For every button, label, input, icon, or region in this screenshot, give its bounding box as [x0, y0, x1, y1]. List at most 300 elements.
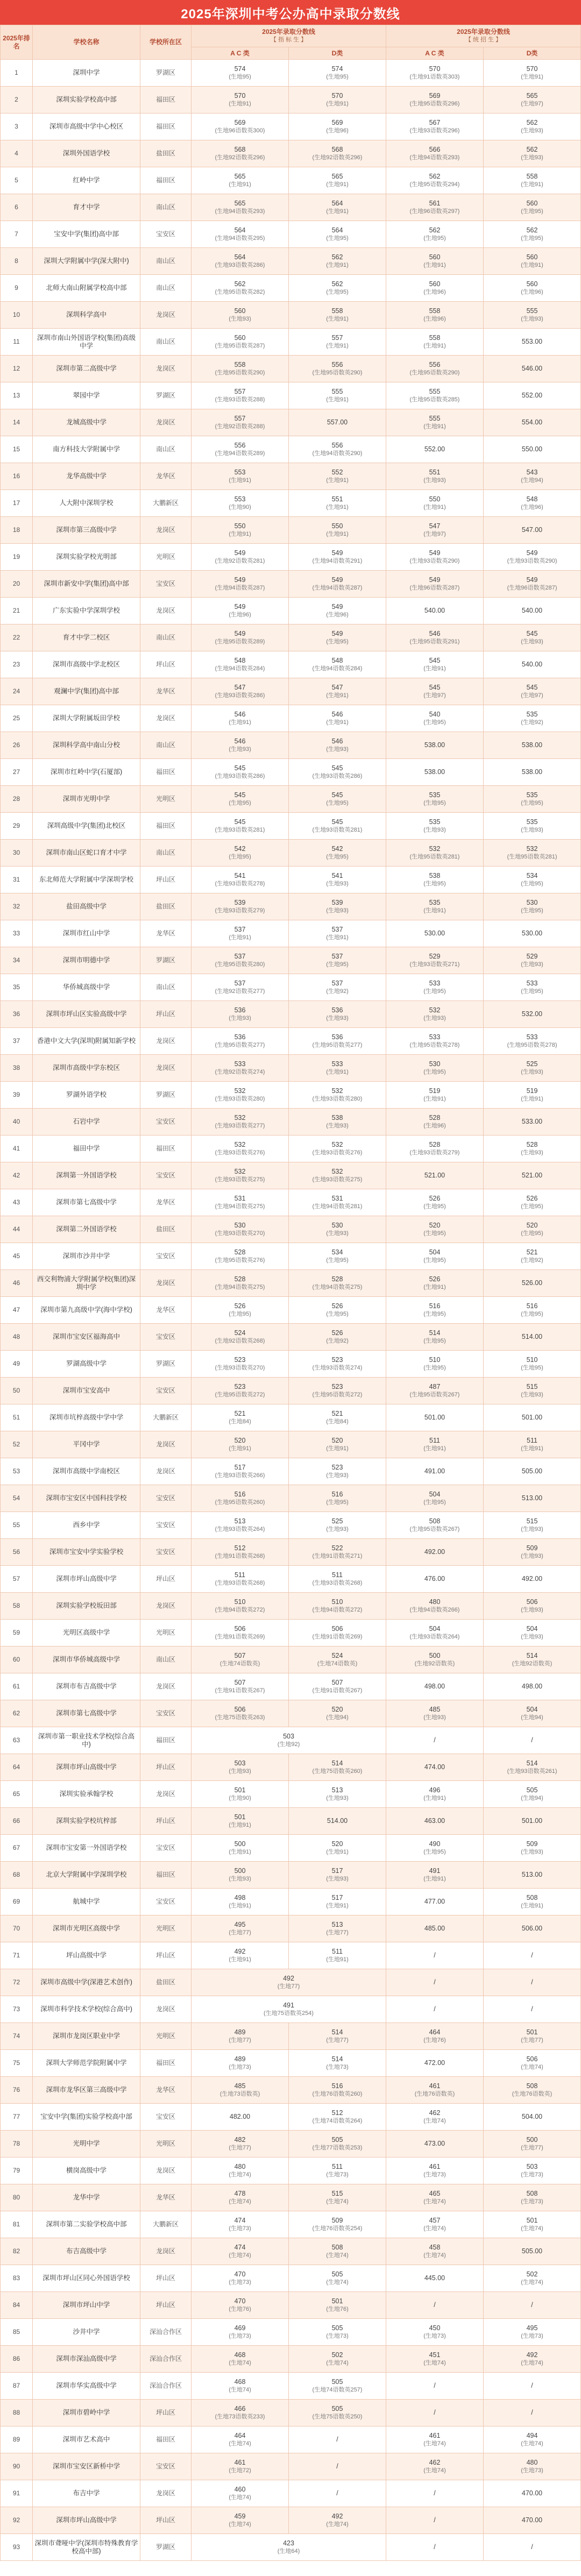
unified-ac-cell-value: /	[434, 2382, 436, 2389]
district-cell: 宝安区	[140, 221, 192, 248]
quota-ac-cell	[192, 1324, 289, 1351]
quota-ac-cell-note: (生地96语数英300)	[215, 127, 265, 134]
district-cell: 南山区	[140, 974, 192, 1001]
unified-ac-cell	[386, 786, 484, 813]
unified-ac-cell-value: 461	[429, 2082, 441, 2090]
unified-d-cell	[484, 1001, 581, 1028]
unified-d-cell-value: 495	[526, 2324, 538, 2332]
unified-ac-cell-value: 533	[429, 979, 441, 987]
quota-ac-cell	[192, 1485, 289, 1512]
table-row	[1, 1297, 581, 1324]
quota-d-cell-value: 542	[331, 845, 343, 853]
district-cell: 罗湖区	[140, 382, 192, 409]
district-cell: 罗湖区	[140, 1351, 192, 1378]
unified-ac-cell	[386, 1593, 484, 1620]
unified-d-cell	[484, 544, 581, 571]
rank-cell: 4	[1, 140, 33, 167]
unified-d-cell-note: (生地76语数英)	[512, 2090, 552, 2097]
table-row	[1, 1458, 581, 1485]
school-name-cell: 深圳市第九高级中学(海中学校)	[33, 1297, 140, 1324]
school-name-cell: 深圳外国语学校	[33, 140, 140, 167]
district-cell: 龙岗区	[140, 2158, 192, 2184]
unified-d-cell-value: 506	[526, 2055, 538, 2063]
unified-d-cell-note: (生地93)	[521, 1525, 543, 1532]
quota-ac-cell	[192, 1297, 289, 1324]
unified-d-cell	[484, 732, 581, 759]
unified-d-cell	[484, 1055, 581, 1082]
quota-d-cell	[289, 1136, 386, 1162]
district-cell: 南山区	[140, 625, 192, 651]
unified-ac-cell	[386, 651, 484, 678]
district-cell: 南山区	[140, 248, 192, 275]
unified-ac-cell-value: 450	[429, 2324, 441, 2332]
district-cell: 南山区	[140, 329, 192, 356]
quota-d-cell-value: 511	[332, 1947, 343, 1955]
quota-ac-cell-note: (生地91)	[229, 1445, 251, 1452]
quota-d-cell	[289, 1835, 386, 1862]
unified-d-cell-value: 562	[526, 145, 538, 153]
unified-d-cell-value: 513.00	[521, 1494, 543, 1502]
unified-ac-cell-note: (生地95语数英285)	[409, 396, 460, 403]
unified-ac-cell-note: (生地91语数英303)	[409, 73, 460, 80]
quota-d-cell-note: (生地73)	[326, 2063, 349, 2070]
quota-ac-cell-note: (生地74)	[229, 2359, 251, 2366]
unified-ac-cell-value: 520	[429, 1221, 441, 1229]
unified-d-cell	[484, 1324, 581, 1351]
quota-ac-cell-note: (生地95语数英280)	[215, 961, 265, 968]
unified-ac-cell-note: (生地91)	[423, 1283, 446, 1290]
quota-d-cell-note: (生地96)	[326, 127, 349, 134]
quota-ac-cell-value: 482	[234, 2135, 246, 2144]
school-name-cell: 深圳实验学校坑梓部	[33, 1808, 140, 1835]
quota-d-cell	[289, 1189, 386, 1216]
school-name-cell: 深圳市高级中学南校区	[33, 1458, 140, 1485]
quota-ac-cell-note: (生地91语数英268)	[215, 1552, 265, 1559]
quota-ac-cell-note: (生地95)	[229, 853, 251, 860]
school-name-cell: 深圳市沙井中学	[33, 1243, 140, 1270]
quota-ac-cell	[192, 867, 289, 893]
table-row	[1, 705, 581, 732]
unified-d-cell-value: 492.00	[521, 1575, 543, 1582]
quota-d-cell-note: (生地91)	[326, 692, 349, 699]
quota-ac-cell-value: 570	[234, 91, 246, 100]
unified-d-cell-note: (生地74)	[521, 2063, 543, 2070]
district-cell: 宝安区	[140, 1835, 192, 1862]
district-cell: 龙岗区	[140, 302, 192, 329]
unified-d-cell-value: 546.00	[521, 365, 543, 372]
quota-ac-cell-note: (生地93语数英288)	[215, 396, 265, 403]
quota-ac-cell-note: (生地93语数英280)	[215, 1095, 265, 1102]
quota-d-cell-value: 574	[331, 65, 343, 73]
quota-d-cell	[289, 544, 386, 571]
unified-d-cell-note: (生地96)	[521, 503, 543, 510]
unified-d-cell-note: (生地73)	[521, 2198, 543, 2205]
rank-cell: 43	[1, 1189, 33, 1216]
unified-ac-cell-value: 530	[429, 1060, 441, 1068]
table-row	[1, 2319, 581, 2346]
district-cell: 光明区	[140, 1915, 192, 1942]
unified-d-cell	[484, 1162, 581, 1189]
quota-ac-cell-note: (生地95)	[229, 1310, 251, 1317]
table-row	[1, 1781, 581, 1808]
quota-d-cell-note: (生地95)	[326, 1499, 349, 1506]
unified-d-cell-note: (生地93)	[521, 826, 543, 833]
quota-d-cell-value: 548	[331, 656, 343, 664]
quota-ac-cell-value: 521	[234, 1409, 246, 1417]
quota-ac-cell-value: 468	[234, 2351, 246, 2359]
rank-cell: 58	[1, 1593, 33, 1620]
unified-ac-cell-note: (生地95)	[423, 988, 446, 995]
quota-d-cell-value: 517	[331, 1867, 343, 1875]
quota-d-cell-value: 549	[331, 629, 343, 637]
table-row	[1, 544, 581, 571]
quota-ac-cell	[192, 2292, 289, 2319]
unified-ac-cell-note: (生地95语数英278)	[409, 1041, 460, 1048]
quota-ac-cell-value: 565	[234, 172, 246, 180]
unified-d-cell-value: 562	[526, 118, 538, 126]
quota-ac-cell	[192, 2077, 289, 2104]
quota-d-cell-note: (生地75语数英260)	[312, 1768, 363, 1775]
unified-d-cell	[484, 678, 581, 705]
unified-d-cell-note: (生地94)	[521, 477, 543, 484]
rank-cell: 28	[1, 786, 33, 813]
quota-d-cell-value: 516	[331, 2082, 343, 2090]
quota-d-cell	[289, 2426, 386, 2453]
table-row	[1, 867, 581, 893]
table-row	[1, 2346, 581, 2373]
quota-d-cell-note: (生地91)	[326, 208, 349, 215]
quota-d-cell	[289, 1378, 386, 1404]
table-row	[1, 893, 581, 920]
quota-ac-cell-note: (生地93语数英270)	[215, 1230, 265, 1237]
quota-ac-cell-value: 557	[234, 387, 246, 395]
quota-d-cell	[289, 2158, 386, 2184]
unified-d-cell-value: 570	[526, 65, 538, 73]
unified-ac-cell-note: (生地74)	[423, 2252, 446, 2259]
unified-d-cell	[484, 1109, 581, 1136]
unified-ac-cell-value: 562	[429, 226, 441, 234]
rank-cell: 51	[1, 1404, 33, 1431]
unified-ac-cell	[386, 732, 484, 759]
quota-ac-cell	[192, 2023, 289, 2050]
quota-d-cell-note: (生地76语数英254)	[312, 2225, 363, 2232]
table-row	[1, 1620, 581, 1647]
quota-merged-cell-note: (生地77)	[277, 1983, 300, 1990]
district-cell: 龙岗区	[140, 2480, 192, 2507]
quota-ac-cell	[192, 140, 289, 167]
school-name-cell: 深圳市第三高级中学	[33, 517, 140, 544]
district-cell: 宝安区	[140, 1243, 192, 1270]
quota-ac-cell-value: 524	[234, 1329, 246, 1337]
unified-ac-cell	[386, 974, 484, 1001]
rank-cell: 93	[1, 2534, 33, 2561]
school-name-cell: 深圳市南山外国语学校(集团)高级中学	[33, 329, 140, 356]
quota-ac-cell	[192, 1378, 289, 1404]
district-cell: 福田区	[140, 2050, 192, 2077]
district-cell: 深汕合作区	[140, 2373, 192, 2400]
unified-ac-cell	[386, 1996, 484, 2023]
quota-merged-cell	[192, 1996, 386, 2023]
rank-cell: 14	[1, 409, 33, 436]
table-header	[1, 25, 581, 60]
quota-d-cell-value: 501	[331, 2297, 343, 2305]
quota-d-cell-value: 570	[331, 91, 343, 100]
unified-ac-cell-note: (生地91)	[423, 503, 446, 510]
school-name-cell: 深圳市光明中学	[33, 786, 140, 813]
quota-ac-cell-note: (生地93语数英264)	[215, 1525, 265, 1532]
unified-ac-cell	[386, 1162, 484, 1189]
quota-d-cell	[289, 1001, 386, 1028]
table-row	[1, 2534, 581, 2561]
unified-ac-cell-note: (生地74)	[423, 2359, 446, 2366]
quota-ac-cell-note: (生地93语数英276)	[215, 1149, 265, 1156]
quota-d-cell-note: (生地91)	[326, 342, 349, 349]
rank-cell: 35	[1, 974, 33, 1001]
quota-ac-cell-value: 492	[234, 1947, 246, 1955]
unified-ac-cell	[386, 60, 484, 87]
quota-d-cell-note: (生地93语数英268)	[312, 1579, 363, 1586]
table-row	[1, 1808, 581, 1835]
quota-ac-cell	[192, 1404, 289, 1431]
quota-d-cell-value: 526	[331, 1329, 343, 1337]
table-row	[1, 1593, 581, 1620]
unified-ac-cell-value: 558	[429, 333, 441, 342]
quota-ac-cell	[192, 598, 289, 625]
quota-d-cell	[289, 275, 386, 302]
unified-d-cell-value: 530.00	[521, 929, 543, 937]
district-cell: 大鹏新区	[140, 1404, 192, 1431]
quota-ac-cell-note: (生地91语数英269)	[215, 1633, 265, 1640]
quota-merged-cell-note: (生地75语数英254)	[264, 2010, 314, 2017]
quota-d-cell-note: (生地75语数英250)	[312, 2413, 363, 2420]
quota-d-cell-value: 532	[331, 1167, 343, 1175]
unified-d-cell-note: (生地92)	[521, 719, 543, 726]
rank-cell: 48	[1, 1324, 33, 1351]
quota-ac-cell-note: (生地74)	[229, 2440, 251, 2447]
table-row	[1, 678, 581, 705]
unified-ac-cell-value: 461	[429, 2431, 441, 2439]
quota-d-cell	[289, 2453, 386, 2480]
unified-ac-cell-note: (生地91)	[423, 342, 446, 349]
quota-ac-cell	[192, 221, 289, 248]
unified-d-cell-note: (生地95)	[521, 1364, 543, 1371]
unified-ac-cell-note: (生地93语数英290)	[409, 557, 460, 564]
unified-d-cell-note: (生地92语数英)	[512, 1660, 552, 1667]
unified-d-cell-value: 470.00	[521, 2516, 543, 2524]
quota-ac-cell-note: (生地91)	[229, 1848, 251, 1855]
unified-d-cell-value: 560	[526, 280, 538, 288]
quota-d-cell	[289, 1216, 386, 1243]
district-cell: 福田区	[140, 1862, 192, 1889]
quota-d-cell-value: 556	[331, 441, 343, 449]
unified-ac-cell-value: 546	[429, 629, 441, 637]
quota-d-cell	[289, 517, 386, 544]
unified-ac-cell	[386, 1136, 484, 1162]
district-cell: 龙华区	[140, 463, 192, 490]
unified-d-cell	[484, 1028, 581, 1055]
quota-d-cell-note: (生地76)	[326, 2305, 349, 2312]
table-row	[1, 1835, 581, 1862]
quota-ac-cell-value: 550	[234, 522, 246, 530]
quota-d-cell-note: (生地95)	[326, 1257, 349, 1264]
quota-ac-cell-note: (生地93)	[229, 1014, 251, 1021]
unified-d-cell-value: 528	[526, 1140, 538, 1148]
quota-ac-cell-note: (生地93语数英277)	[215, 1122, 265, 1129]
quota-ac-cell-value: 507	[234, 1678, 246, 1686]
quota-ac-cell-value: 568	[234, 145, 246, 153]
unified-ac-cell-note: (生地74)	[423, 2467, 446, 2474]
unified-d-cell	[484, 140, 581, 167]
quota-d-cell-value: /	[336, 2436, 338, 2443]
quota-ac-cell-value: 542	[234, 845, 246, 853]
quota-ac-cell-value: 523	[234, 1382, 246, 1390]
quota-ac-cell	[192, 113, 289, 140]
quota-d-cell-value: 512	[331, 2109, 343, 2117]
unified-d-cell	[484, 759, 581, 786]
quota-ac-header: A C 类	[192, 47, 289, 60]
school-name-cell: 深圳市高级中学(深港艺术创作)	[33, 1969, 140, 1996]
unified-ac-cell-value: 545	[429, 683, 441, 691]
unified-d-cell	[484, 409, 581, 436]
quota-d-cell-note: (生地93语数英280)	[312, 1095, 363, 1102]
quota-d-cell-value: 551	[331, 495, 343, 503]
rank-cell: 44	[1, 1216, 33, 1243]
score-table	[0, 25, 581, 2561]
school-name-cell: 深圳第二外国语学校	[33, 1216, 140, 1243]
table-row	[1, 490, 581, 517]
unified-d-cell	[484, 329, 581, 356]
quota-ac-cell-value: 536	[234, 1006, 246, 1014]
quota-d-cell	[289, 329, 386, 356]
table-row	[1, 2265, 581, 2292]
quota-ac-cell-value: 548	[234, 656, 246, 664]
table-row	[1, 1028, 581, 1055]
quota-d-cell-note: (生地94语数英290)	[312, 450, 363, 457]
school-name-cell: 龙华中学	[33, 2184, 140, 2211]
quota-ac-cell-value: 546	[234, 710, 246, 718]
quota-ac-cell	[192, 275, 289, 302]
school-name-cell: 深圳市坪山高级中学	[33, 1566, 140, 1593]
school-name-cell: 深圳市高级中学中心校区	[33, 113, 140, 140]
unified-d-cell-value: 565	[526, 91, 538, 100]
unified-ac-cell-note: (生地95语数英291)	[409, 638, 460, 645]
table-row	[1, 2426, 581, 2453]
quota-ac-cell-value: 478	[234, 2189, 246, 2197]
district-cell: 福田区	[140, 759, 192, 786]
quota-d-cell-note: (生地95)	[326, 853, 349, 860]
quota-d-cell	[289, 356, 386, 382]
rank-cell: 88	[1, 2400, 33, 2426]
quota-d-cell	[289, 140, 386, 167]
quota-d-cell-note: (生地93语数英275)	[312, 1176, 363, 1183]
quota-d-cell	[289, 1862, 386, 1889]
unified-d-cell	[484, 786, 581, 813]
unified-group-header	[386, 25, 581, 47]
district-cell: 光明区	[140, 786, 192, 813]
unified-d-cell	[484, 2238, 581, 2265]
quota-d-cell	[289, 194, 386, 221]
quota-d-cell	[289, 2400, 386, 2426]
rank-cell: 7	[1, 221, 33, 248]
unified-ac-cell-note: (生地74)	[423, 2117, 446, 2124]
unified-ac-cell-note: (生地93语数英271)	[409, 961, 460, 968]
quota-d-cell-note: (生地94语数英284)	[312, 665, 363, 672]
unified-ac-cell	[386, 1351, 484, 1378]
unified-ac-cell	[386, 1700, 484, 1727]
quota-ac-cell-note: (生地91语数英267)	[215, 1687, 265, 1694]
unified-d-cell-note: (生地73)	[521, 2171, 543, 2178]
unified-d-cell	[484, 1297, 581, 1324]
table-row	[1, 840, 581, 867]
unified-ac-cell-value: 498.00	[424, 1683, 445, 1690]
district-cell: 龙岗区	[140, 1055, 192, 1082]
quota-d-cell-note: (生地95语数英290)	[312, 369, 363, 376]
quota-ac-cell-value: 459	[234, 2512, 246, 2520]
unified-ac-cell-value: 532	[429, 845, 441, 853]
school-name-cell: 育才中学二校区	[33, 625, 140, 651]
unified-d-cell-value: 492	[526, 2351, 538, 2359]
unified-d-cell	[484, 517, 581, 544]
quota-d-cell-value: 514	[331, 2028, 343, 2036]
table-row	[1, 1001, 581, 1028]
unified-d-cell	[484, 1404, 581, 1431]
unified-d-cell-value: 530	[526, 898, 538, 906]
unified-ac-cell-note: (生地95)	[423, 1068, 446, 1075]
quota-d-cell-value: 520	[331, 1436, 343, 1444]
quota-d-cell-note: (生地91语数英267)	[312, 1687, 363, 1694]
quota-ac-cell-note: (生地77)	[229, 2144, 251, 2151]
unified-ac-cell	[386, 1028, 484, 1055]
district-cell: 盐田区	[140, 893, 192, 920]
quota-d-cell	[289, 867, 386, 893]
quota-ac-cell-value: 461	[234, 2458, 246, 2466]
school-name-cell: 光明区高级中学	[33, 1620, 140, 1647]
quota-ac-cell-value: 547	[234, 683, 246, 691]
quota-ac-cell	[192, 974, 289, 1001]
unified-d-cell-note: (生地74)	[521, 2359, 543, 2366]
quota-d-cell	[289, 1673, 386, 1700]
quota-ac-cell	[192, 1808, 289, 1835]
unified-d-cell	[484, 1593, 581, 1620]
school-header: 学校名称	[33, 25, 140, 60]
quota-ac-cell	[192, 329, 289, 356]
unified-ac-cell-value: 538.00	[424, 768, 445, 776]
unified-d-cell-value: 500	[526, 2135, 538, 2144]
unified-ac-cell-value: 555	[429, 414, 441, 422]
quota-ac-cell	[192, 732, 289, 759]
unified-d-cell-value: 498.00	[521, 1683, 543, 1690]
quota-ac-cell-note: (生地91)	[229, 181, 251, 188]
quota-ac-cell	[192, 194, 289, 221]
quota-d-cell	[289, 1431, 386, 1458]
unified-ac-cell	[386, 2184, 484, 2211]
table-row	[1, 598, 581, 625]
quota-d-cell-value: 522	[331, 1544, 343, 1552]
unified-d-cell	[484, 113, 581, 140]
quota-d-cell-note: (生地92)	[326, 1337, 349, 1344]
unified-ac-cell	[386, 544, 484, 571]
district-cell: 福田区	[140, 813, 192, 840]
district-cell: 福田区	[140, 1136, 192, 1162]
unified-ac-cell-note: (生地94语数英293)	[409, 154, 460, 161]
rank-cell: 81	[1, 2211, 33, 2238]
quota-d-cell-value: 546	[331, 737, 343, 745]
unified-ac-cell-value: 533	[429, 1033, 441, 1041]
quota-ac-cell-value: 523	[234, 1356, 246, 1364]
unified-ac-cell-note: (生地92语数英)	[414, 1660, 455, 1667]
unified-ac-cell-note: (生地91)	[423, 423, 446, 430]
unified-ac-cell-value: 504	[429, 1490, 441, 1498]
